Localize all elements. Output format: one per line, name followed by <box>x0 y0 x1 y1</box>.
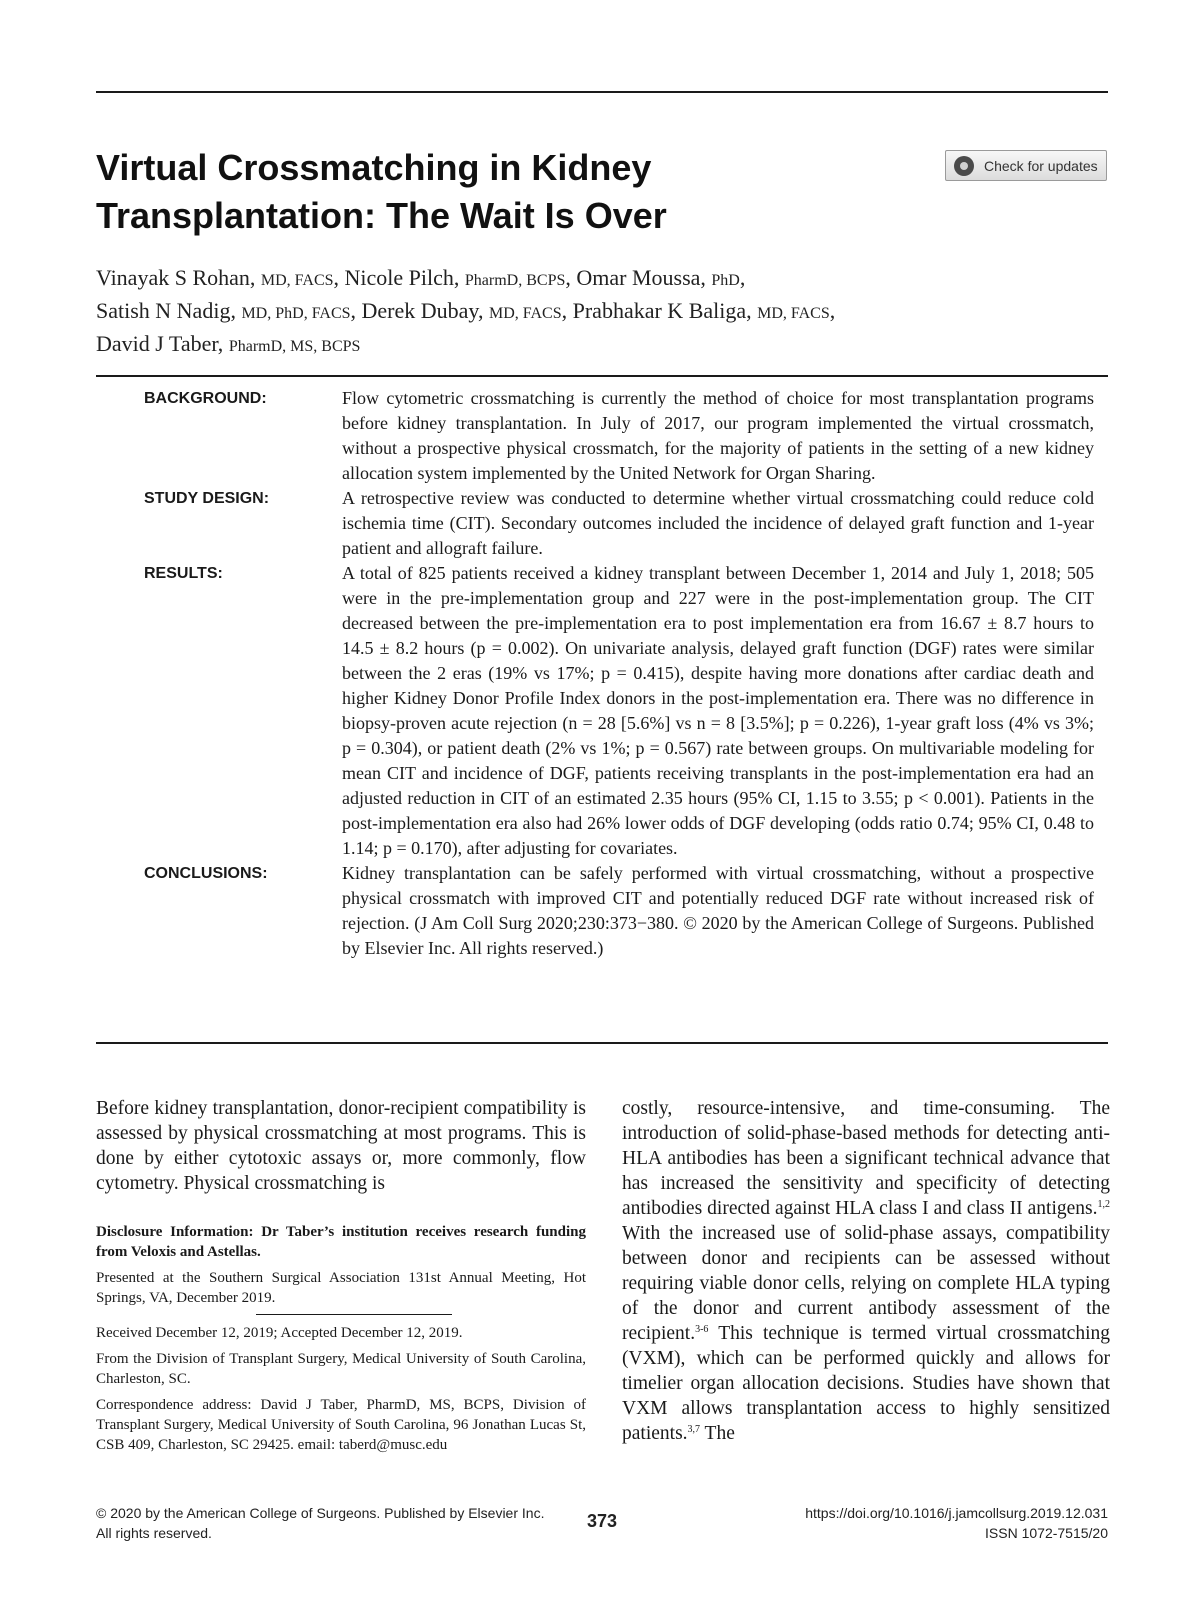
abstract-conclusions <box>96 861 1108 961</box>
abstract-label: BACKGROUND: <box>144 390 267 407</box>
body-paragraph <box>622 1096 1110 1446</box>
abstract-label: RESULTS: <box>144 565 223 582</box>
top-rule <box>96 91 1108 93</box>
abstract-background <box>96 386 1108 486</box>
body-paragraph: Before kidney transplantation, donor-recipient compatibility is assessed by physical crossmatching at most programs. This is done by either cytotoxic assays or, more commonly, flow cytometry. Physical crossmatching is <box>96 1098 586 1194</box>
footnote-divider <box>256 1314 452 1315</box>
footer-rights: All rights reserved. <box>96 1525 212 1541</box>
abstract <box>96 386 1108 961</box>
abstract-study-design <box>96 486 1108 561</box>
body-column-left <box>96 1096 586 1196</box>
received-note: Received December 12, 2019; Accepted December 12, 2019. <box>96 1325 463 1341</box>
author-name: Vinayak S Rohan, <box>96 265 261 290</box>
title-line: Transplantation: The Wait Is Over <box>96 195 667 236</box>
abstract-label: STUDY DESIGN: <box>144 490 270 507</box>
abstract-results <box>96 561 1108 861</box>
check-for-updates-button[interactable] <box>945 150 1107 181</box>
disclosure-note: Disclosure Information: Dr Taber’s institution receives research funding from Veloxis and Astellas. <box>96 1224 586 1260</box>
author-line <box>96 263 1106 296</box>
body-text-run: costly, resource-intensive, and time-consuming. The introduction of solid-phase-based methods for detecting anti-HLA antibodies has been a significant technical advance that has increased the sensitivity and specificity of detecting antibodies directed against HLA class I and class II antigens. <box>622 1098 1110 1219</box>
title-line: Virtual Crossmatching in Kidney <box>96 147 652 188</box>
author-degrees: PharmD, BCPS <box>464 272 566 289</box>
author-name: , Prabhakar K Baliga, <box>561 298 758 323</box>
footer-right <box>805 1503 1108 1543</box>
correspondence-note: Correspondence address: David J Taber, PharmD, MS, BCPS, Division of Transplant Surgery, Medical University of South Carolina, 96 Jonathan Lucas St, CSB 409, Charleston, SC 29425. email: taberd@musc.edu <box>96 1397 586 1453</box>
check-for-updates-icon <box>954 156 974 176</box>
body-text-run: With the increased use of solid-phase assays, compatibility between donor and recipients can be assessed without requiring viable donor cells, relying on complete HLA typing of the donor and current antibody assessment of the recipient. <box>622 1223 1110 1344</box>
author-name: David J Taber, <box>96 331 229 356</box>
issn: ISSN 1072-7515/20 <box>985 1525 1108 1541</box>
presented-note: Presented at the Southern Surgical Association 131st Annual Meeting, Hot Springs, VA, December 2019. <box>96 1270 586 1306</box>
author-name: Satish N Nadig, <box>96 298 242 323</box>
author-line <box>96 329 1106 362</box>
author-name: , Derek Dubay, <box>350 298 489 323</box>
check-for-updates-label: Check for updates <box>984 157 1098 174</box>
abstract-bottom-rule <box>96 1042 1108 1044</box>
page-number: 373 <box>586 1511 618 1531</box>
doi-link[interactable]: https://doi.org/10.1016/j.jamcollsurg.2019.12.031 <box>805 1505 1108 1521</box>
citation-ref[interactable]: 1,2 <box>1097 1199 1110 1210</box>
abstract-text: A total of 825 patients received a kidney transplant between December 1, 2014 and July 1, 2018; 505 were in the pre-implementation group and 227 were in the post-implementation group. The CIT decreased between the pre-implementation era to post implementation era from 16.67 ± 8.7 hours to 14.5 ± 8.2 hours (p = 0.002). On univariate analysis, delayed graft function (DGF) rates were similar between the 2 eras (19% vs 17%; p = 0.415), despite having more donations after cardiac death and higher Kidney Donor Profile Index donors in the post-implementation era. There was no difference in biopsy-proven acute rejection (n = 28 [5.6%] vs n = 8 [3.5%]; p = 0.226), 1-year graft loss (4% vs 3%; p = 0.304), or patient death (2% vs 1%; p = 0.567) rate between groups. On multivariable modeling for mean CIT and incidence of DGF, patients receiving transplants in the post-implementation era had an adjusted reduction in CIT of an estimated 2.35 hours (95% CI, 1.15 to 3.55; p < 0.001). Patients in the post-implementation era also had 26% lower odds of DGF developing (odds ratio 0.74; 95% CI, 0.48 to 1.14; p = 0.170), after adjusting for covariates. <box>342 563 1094 858</box>
body-column-right <box>622 1096 1110 1446</box>
author-degrees: MD, FACS <box>757 305 830 322</box>
footnotes <box>96 1222 586 1461</box>
abstract-text: Kidney transplantation can be safely performed with virtual crossmatching, without a prospective physical crossmatch with improved CIT and potentially reduced DGF rate without increased risk of rejection. (J Am Coll Surg 2020;230:373−380. © 2020 by the American College of Surgeons. Published by Elsevier Inc. All rights reserved.) <box>342 863 1094 958</box>
body-text-run: This technique is termed virtual crossmatching (VXM), which can be performed quickly and allows for timelier organ allocation decisions. Studies have shown that VXM allows transplantation access to highly sensitized patients. <box>622 1323 1110 1444</box>
author-separator: , <box>829 298 836 323</box>
author-separator: , <box>739 265 746 290</box>
article-title <box>96 144 796 240</box>
author-name: , Omar Moussa, <box>565 265 712 290</box>
abstract-text: Flow cytometric crossmatching is currently the method of choice for most transplantation programs before kidney transplantation. In July of 2017, our program implemented the virtual crossmatch, without a prospective physical crossmatch, for the majority of patients in the setting of a new kidney allocation system implemented by the United Network for Organ Sharing. <box>342 388 1094 483</box>
page-footer <box>96 1503 1108 1543</box>
abstract-text: A retrospective review was conducted to determine whether virtual crossmatching could reduce cold ischemia time (CIT). Secondary outcomes included the incidence of delayed graft function and 1-year patient and allograft failure. <box>342 488 1094 558</box>
author-degrees: PhD <box>711 272 740 289</box>
author-degrees: PharmD, MS, BCPS <box>228 338 361 355</box>
author-list <box>96 263 1106 362</box>
abstract-top-rule <box>96 375 1108 377</box>
affiliation-note: From the Division of Transplant Surgery, Medical University of South Carolina, Charleston, SC. <box>96 1351 586 1387</box>
author-degrees: MD, PhD, FACS <box>241 305 351 322</box>
citation-ref[interactable]: 3,7 <box>687 1424 701 1435</box>
author-line <box>96 296 1106 329</box>
abstract-label: CONCLUSIONS: <box>144 865 268 882</box>
footer-copyright: © 2020 by the American College of Surgeons. Published by Elsevier Inc. <box>96 1505 545 1521</box>
author-degrees: MD, FACS <box>260 272 334 289</box>
author-name: , Nicole Pilch, <box>333 265 465 290</box>
citation-ref[interactable]: 3-6 <box>695 1324 709 1335</box>
body-text-run: The <box>700 1423 735 1444</box>
author-degrees: MD, FACS <box>489 305 562 322</box>
